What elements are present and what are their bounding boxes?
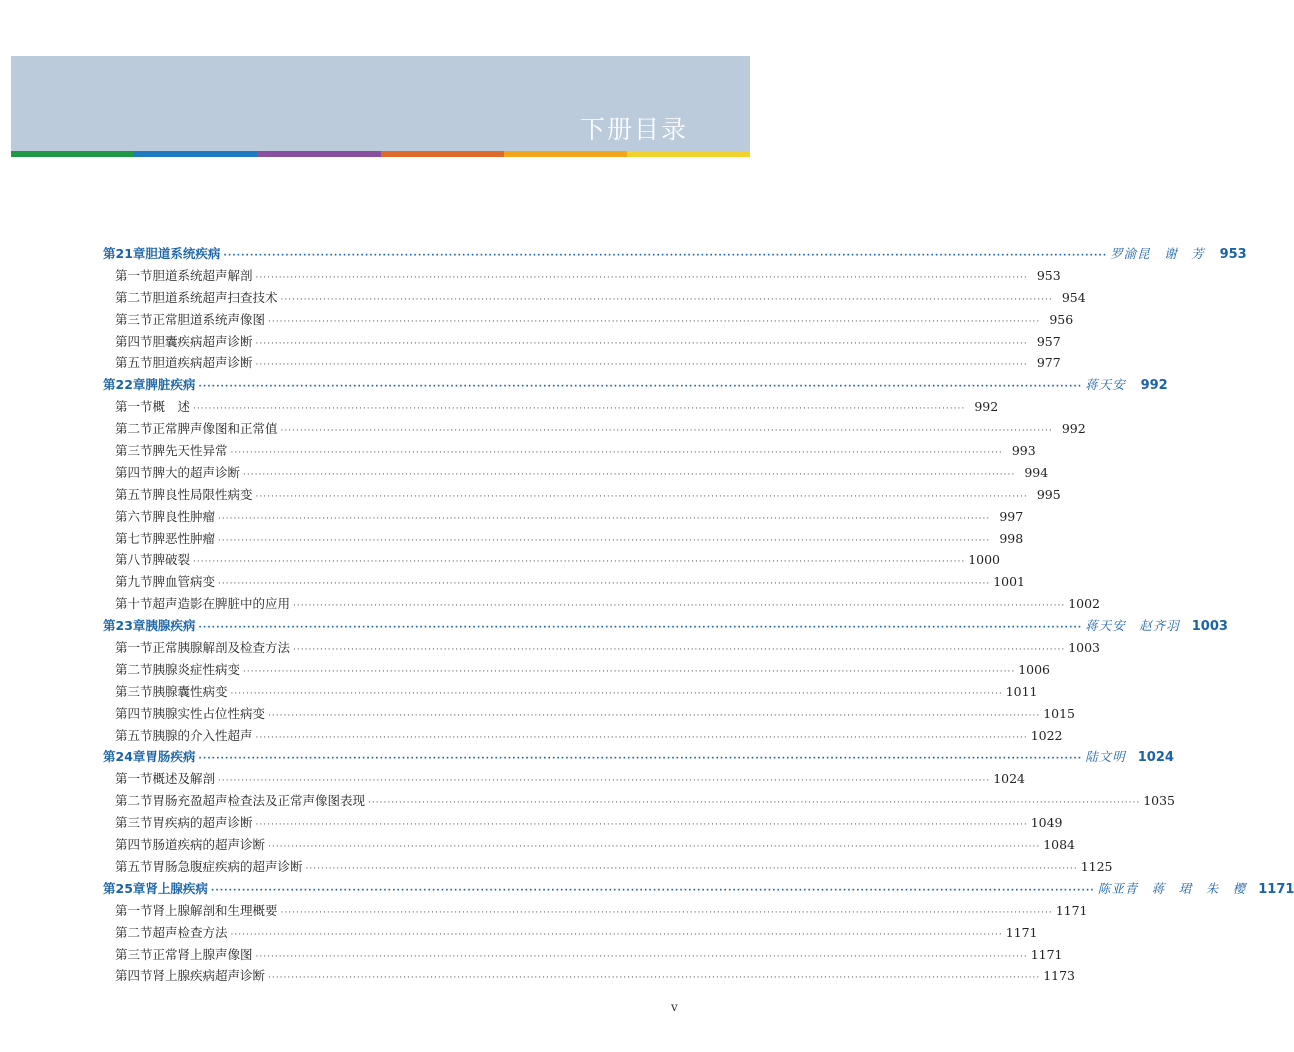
dot-leader: ········································································································································································································: [268, 316, 1041, 327]
dot-leader: ········································································································································································································: [230, 929, 1003, 940]
toc-section-row[interactable]: [103, 418, 1086, 440]
section-number: 第一节: [115, 771, 153, 787]
page-number: 953: [1036, 267, 1061, 283]
section-number: 第三节: [115, 443, 153, 459]
toc-section-row[interactable]: [103, 900, 1088, 922]
dot-leader: ········································································································································································································: [268, 973, 1041, 984]
section-title: 脾良性肿瘤: [152, 508, 216, 524]
page-number: 992: [1061, 421, 1086, 437]
page-number: 1171: [1005, 924, 1038, 940]
section-number: 第二节: [115, 421, 153, 437]
section-title: 正常胆道系统声像图: [152, 311, 266, 327]
dot-leader: ········································································································································································································: [198, 754, 1083, 765]
section-title: 胆道系统超声解剖: [152, 267, 253, 283]
page-number: 1015: [1043, 705, 1076, 721]
page-number: 1171: [1055, 902, 1088, 918]
dot-leader: ········································································································································································································: [255, 360, 1028, 371]
dot-leader: ········································································································································································································: [198, 623, 1083, 634]
section-title: 胃肠充盈超声检查法及正常声像图表现: [152, 793, 366, 809]
page-number: 1171: [1030, 946, 1063, 962]
toc-section-row[interactable]: [103, 462, 1049, 484]
page-number: 1035: [1143, 793, 1176, 809]
section-title: 胰腺实性占位性病变: [152, 705, 266, 721]
toc-section-row[interactable]: [103, 506, 1024, 528]
toc-chapter-row[interactable]: [103, 878, 1294, 900]
section-title: 概述及解剖: [152, 771, 216, 787]
chapter-number: 第21章: [103, 246, 146, 261]
toc-section-row[interactable]: [103, 725, 1063, 747]
page-number: 1173: [1043, 968, 1076, 984]
page-number: 1022: [1030, 727, 1063, 743]
page-number: 956: [1049, 311, 1074, 327]
page-number: 1024: [993, 771, 1026, 787]
toc-section-row[interactable]: [103, 528, 1024, 550]
section-title: 脾良性局限性病变: [152, 486, 253, 502]
section-number: 第二节: [115, 793, 153, 809]
dot-leader: ········································································································································································································: [268, 842, 1041, 853]
chapter-title: 胰腺疾病: [145, 618, 196, 634]
page-number: 994: [1024, 464, 1049, 480]
dot-leader: ········································································································································································································: [255, 951, 1028, 962]
section-number: 第一节: [115, 267, 153, 283]
page-folio: v: [671, 1000, 678, 1014]
dot-leader: ········································································································································································································: [218, 776, 991, 787]
toc-section-row[interactable]: [103, 703, 1076, 725]
dot-leader: ········································································································································································································: [210, 885, 1095, 896]
section-number: 第一节: [115, 640, 153, 656]
chapter-number: 第24章: [103, 749, 146, 765]
section-number: 第八节: [115, 552, 153, 568]
section-title: 肾上腺疾病超声诊断: [152, 968, 266, 984]
toc-section-row[interactable]: [103, 440, 1036, 462]
section-title: 脾大的超声诊断: [152, 464, 241, 480]
dot-leader: ········································································································································································································: [255, 820, 1028, 831]
toc-section-row[interactable]: [103, 965, 1076, 987]
dot-leader: ········································································································································································································: [255, 491, 1028, 502]
toc-section-row[interactable]: [103, 571, 1026, 593]
section-title: 正常脾声像图和正常值: [152, 421, 278, 437]
section-number: 第五节: [115, 858, 153, 874]
section-number: 第三节: [115, 946, 153, 962]
toc-section-row[interactable]: [103, 287, 1086, 309]
dot-leader: ········································································································································································································: [193, 404, 966, 415]
chapter-authors: 罗渝昆 谢 芳: [1110, 246, 1205, 261]
toc-section-row[interactable]: [103, 812, 1063, 834]
toc-section-row[interactable]: [103, 484, 1061, 506]
dot-leader: ········································································································································································································: [223, 251, 1108, 261]
page-number: 1171: [1258, 881, 1294, 897]
section-title: 正常胰腺解剖及检查方法: [152, 640, 291, 656]
section-title: 胃疾病的超声诊断: [152, 815, 253, 831]
toc-section-row[interactable]: [103, 593, 1101, 615]
toc-section-row[interactable]: [103, 834, 1076, 856]
stripe-segment: [627, 151, 750, 157]
page-title: 下册目录: [579, 115, 688, 144]
section-number: 第一节: [115, 902, 153, 918]
toc-section-row[interactable]: [103, 681, 1038, 703]
section-title: 概 述: [152, 399, 191, 415]
stripe-segment: [381, 151, 504, 157]
page-number: 953: [1219, 247, 1247, 262]
toc-section-row[interactable]: [103, 352, 1061, 374]
chapter-number: 第23章: [103, 618, 146, 634]
section-number: 第四节: [115, 837, 153, 853]
dot-leader: ········································································································································································································: [230, 448, 1003, 459]
dot-leader: ········································································································································································································: [368, 798, 1141, 809]
page-number: 1003: [1191, 619, 1228, 635]
chapter-number: 第25章: [103, 880, 146, 896]
page-number: 1084: [1043, 837, 1076, 853]
chapter-number: 第22章: [103, 377, 146, 393]
page-number: 1003: [1068, 640, 1101, 656]
section-title: 胃肠急腹症疾病的超声诊断: [152, 858, 303, 874]
dot-leader: ········································································································································································································: [280, 294, 1053, 305]
dot-leader: ········································································································································································································: [198, 382, 1083, 393]
toc-section-row[interactable]: [103, 922, 1038, 944]
dot-leader: ········································································································································································································: [280, 907, 1053, 918]
section-title: 脾破裂: [152, 552, 191, 568]
page-number: 977: [1036, 355, 1061, 371]
section-number: 第一节: [115, 399, 153, 415]
toc-section-row[interactable]: [103, 549, 1001, 571]
toc-section-row[interactable]: [103, 856, 1113, 878]
section-number: 第三节: [115, 311, 153, 327]
section-number: 第二节: [115, 289, 153, 305]
toc-section-row[interactable]: [103, 265, 1061, 287]
section-title: 超声造影在脾脏中的应用: [152, 596, 291, 612]
page-number: 1011: [1005, 683, 1038, 699]
dot-leader: ········································································································································································································: [293, 601, 1066, 612]
dot-leader: ········································································································································································································: [255, 338, 1028, 349]
page-number: 1000: [968, 552, 1001, 568]
page-number: 954: [1061, 289, 1086, 305]
toc-section-row[interactable]: [103, 768, 1026, 790]
color-stripe: [11, 151, 750, 157]
toc-chapter-row[interactable]: [103, 243, 1247, 265]
page-number: 995: [1036, 486, 1061, 502]
chapter-title: 肾上腺疾病: [145, 880, 208, 896]
chapter-title: 脾脏疾病: [145, 377, 196, 393]
page-number: 1125: [1080, 858, 1113, 874]
toc-chapter-row[interactable]: [103, 615, 1228, 637]
page-number: 1049: [1030, 815, 1063, 831]
stripe-segment: [257, 151, 380, 157]
toc-section-row[interactable]: [103, 944, 1063, 966]
page-number: 1001: [993, 574, 1026, 590]
section-number: 第二节: [115, 924, 153, 940]
section-title: 胆囊疾病超声诊断: [152, 333, 253, 349]
stripe-segment: [11, 151, 134, 157]
toc-section-row[interactable]: [103, 396, 999, 418]
section-title: 胰腺炎症性病变: [152, 661, 241, 677]
page-number: 998: [999, 530, 1024, 546]
toc-section-row[interactable]: [103, 331, 1061, 353]
dot-leader: ········································································································································································································: [243, 469, 1016, 480]
stripe-segment: [134, 151, 257, 157]
section-title: 胆道疾病超声诊断: [152, 355, 253, 371]
stripe-segment: [504, 151, 627, 157]
dot-leader: ········································································································································································································: [268, 710, 1041, 721]
section-number: 第五节: [115, 727, 153, 743]
toc-section-row[interactable]: [103, 637, 1101, 659]
section-title: 胰腺的介入性超声: [152, 727, 253, 743]
section-title: 胆道系统超声扫查技术: [152, 289, 278, 305]
toc-section-row[interactable]: [103, 790, 1176, 812]
section-number: 第五节: [115, 355, 153, 371]
dot-leader: ········································································································································································································: [280, 426, 1053, 437]
section-number: 第二节: [115, 661, 153, 677]
dot-leader: ········································································································································································································: [305, 863, 1078, 874]
section-number: 第七节: [115, 530, 153, 546]
page-number: 1002: [1068, 596, 1101, 612]
section-number: 第三节: [115, 815, 153, 831]
section-title: 胰腺囊性病变: [152, 683, 228, 699]
page-number: 992: [1140, 378, 1168, 394]
section-title: 脾血管病变: [152, 574, 216, 590]
dot-leader: ········································································································································································································: [255, 272, 1028, 283]
section-number: 第五节: [115, 486, 153, 502]
section-number: 第六节: [115, 508, 153, 524]
section-title: 肠道疾病的超声诊断: [152, 837, 266, 853]
section-number: 第四节: [115, 333, 153, 349]
section-number: 第四节: [115, 968, 153, 984]
page-number: 1024: [1137, 750, 1174, 766]
section-number: 第四节: [115, 705, 153, 721]
section-number: 第四节: [115, 464, 153, 480]
section-title: 超声检查方法: [152, 924, 228, 940]
page-number: 1006: [1018, 661, 1051, 677]
section-number: 第十节: [115, 596, 153, 612]
chapter-title: 胆道系统疾病: [145, 246, 221, 261]
section-title: 脾恶性肿瘤: [152, 530, 216, 546]
chapter-authors: 陈亚青 蒋 珺 朱 樱: [1097, 880, 1247, 896]
section-title: 正常肾上腺声像图: [152, 946, 253, 962]
page-number: 992: [974, 399, 999, 415]
dot-leader: ········································································································································································································: [218, 535, 991, 546]
dot-leader: ········································································································································································································: [230, 688, 1003, 699]
section-title: 脾先天性异常: [152, 443, 228, 459]
dot-leader: ········································································································································································································: [193, 557, 966, 568]
chapter-title: 胃肠疾病: [145, 749, 196, 765]
dot-leader: ········································································································································································································: [218, 513, 991, 524]
toc-chapter-row[interactable]: [103, 746, 1174, 768]
dot-leader: ········································································································································································································: [218, 579, 991, 590]
page-number: 993: [1011, 443, 1036, 459]
dot-leader: ········································································································································································································: [243, 666, 1016, 677]
toc-chapter-row[interactable]: [103, 374, 1168, 396]
section-number: 第九节: [115, 574, 153, 590]
section-number: 第三节: [115, 683, 153, 699]
page-number: 957: [1036, 333, 1061, 349]
dot-leader: ········································································································································································································: [255, 732, 1028, 743]
table-of-contents: [103, 243, 1294, 987]
chapter-authors: 蒋天安: [1085, 377, 1126, 393]
toc-section-row[interactable]: [103, 659, 1051, 681]
chapter-authors: 蒋天安 赵齐羽: [1085, 618, 1180, 634]
chapter-authors: 陆文明: [1085, 749, 1126, 765]
dot-leader: ········································································································································································································: [293, 645, 1066, 656]
section-title: 肾上腺解剖和生理概要: [152, 902, 278, 918]
toc-section-row[interactable]: [103, 309, 1074, 331]
page-number: 997: [999, 508, 1024, 524]
